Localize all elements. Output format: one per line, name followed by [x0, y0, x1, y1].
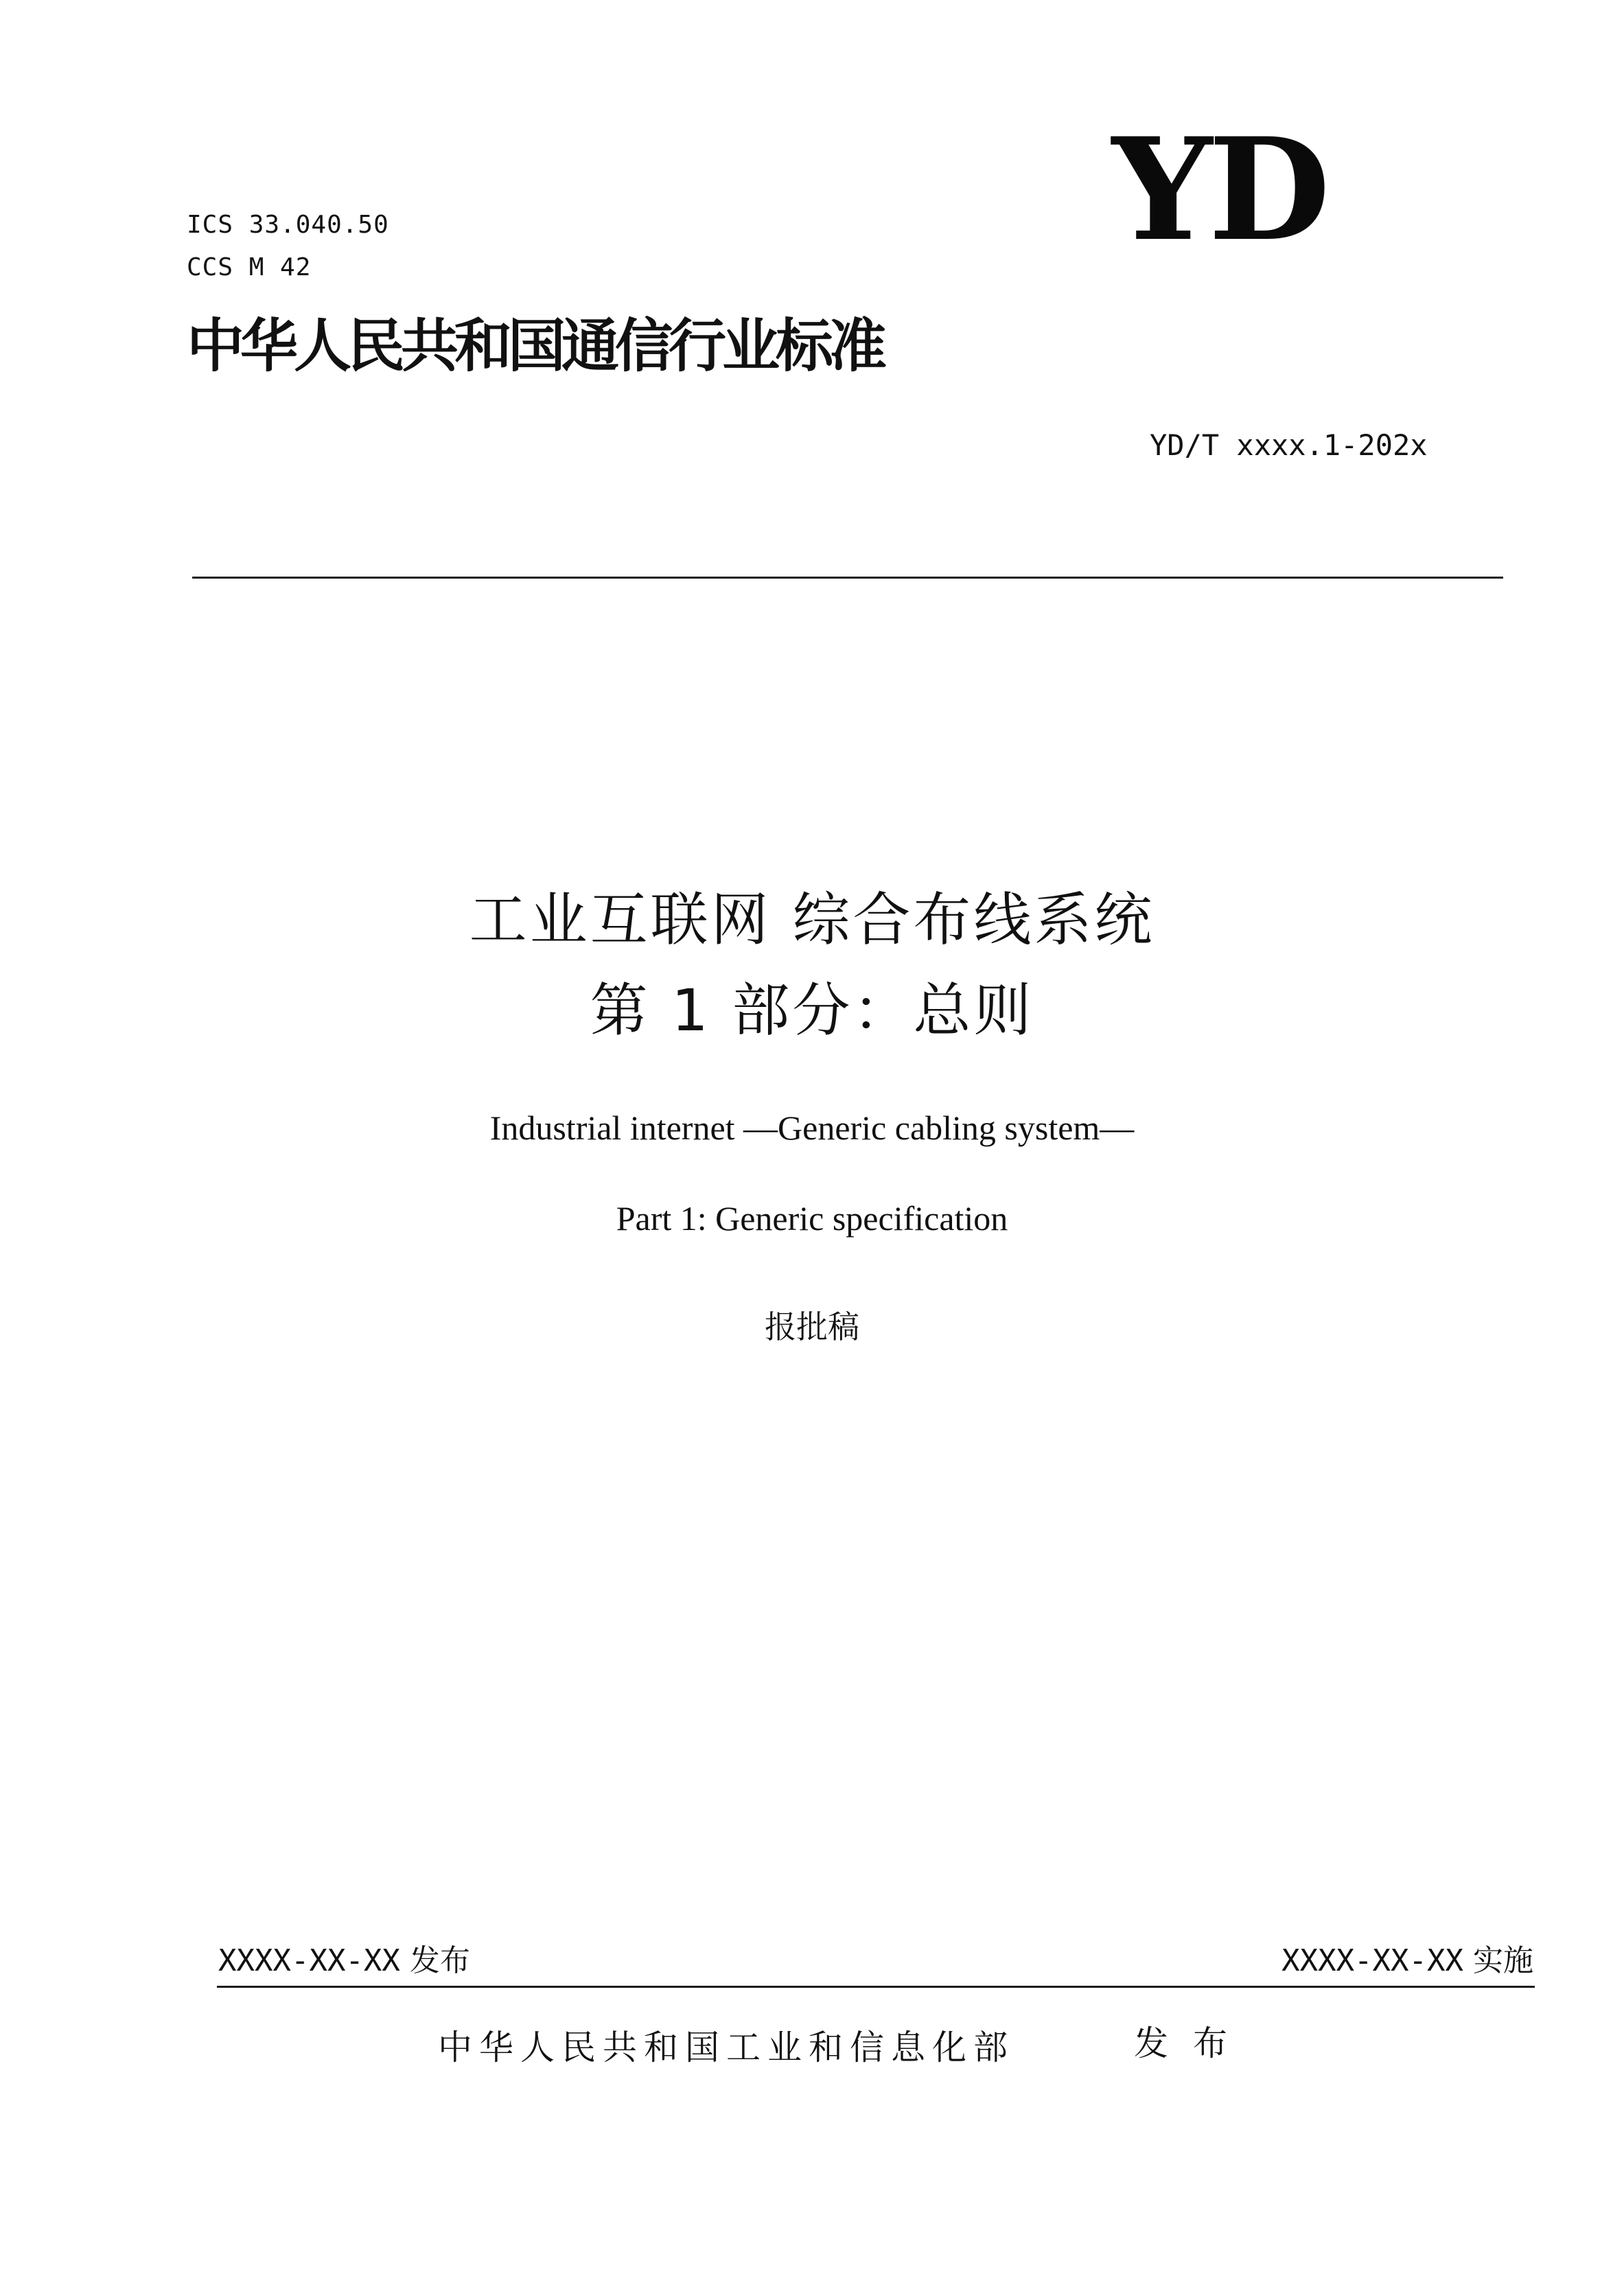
english-title-line-1: Industrial internet —Generic cabling system— — [489, 1109, 1135, 1147]
chinese-title-line-1: 工业互联网 综合布线系统 — [469, 886, 1155, 953]
issue-date-label: 发布 — [409, 1943, 470, 1978]
issue-date-value: XXXX-XX-XX — [218, 1943, 400, 1978]
standard-category-title: 中华人民共和国通信行业标准 — [187, 312, 883, 380]
implementation-date-label: 实施 — [1473, 1943, 1533, 1978]
issuing-authority: 中华人民共和国工业和信息化部 — [438, 2028, 1014, 2067]
document-number: YD/T xxxx.1-202x — [1150, 428, 1428, 462]
english-title-line-2: Part 1: Generic specification — [616, 1199, 1008, 1238]
implementation-date — [1281, 1943, 1533, 1978]
draft-status: 报批稿 — [765, 1308, 859, 1345]
issue-date — [218, 1943, 470, 1978]
header-divider — [192, 577, 1503, 579]
implementation-date-value: XXXX-XX-XX — [1281, 1943, 1463, 1978]
ccs-code: CCS M 42 — [187, 253, 312, 281]
footer-divider — [217, 1986, 1535, 1988]
ics-code: ICS 33.040.50 — [187, 211, 389, 239]
publish-label: 发布 — [1134, 2024, 1252, 2063]
chinese-title-line-2: 第 1 部分：总则 — [590, 977, 1034, 1044]
yd-logo: YD — [1112, 108, 1327, 272]
